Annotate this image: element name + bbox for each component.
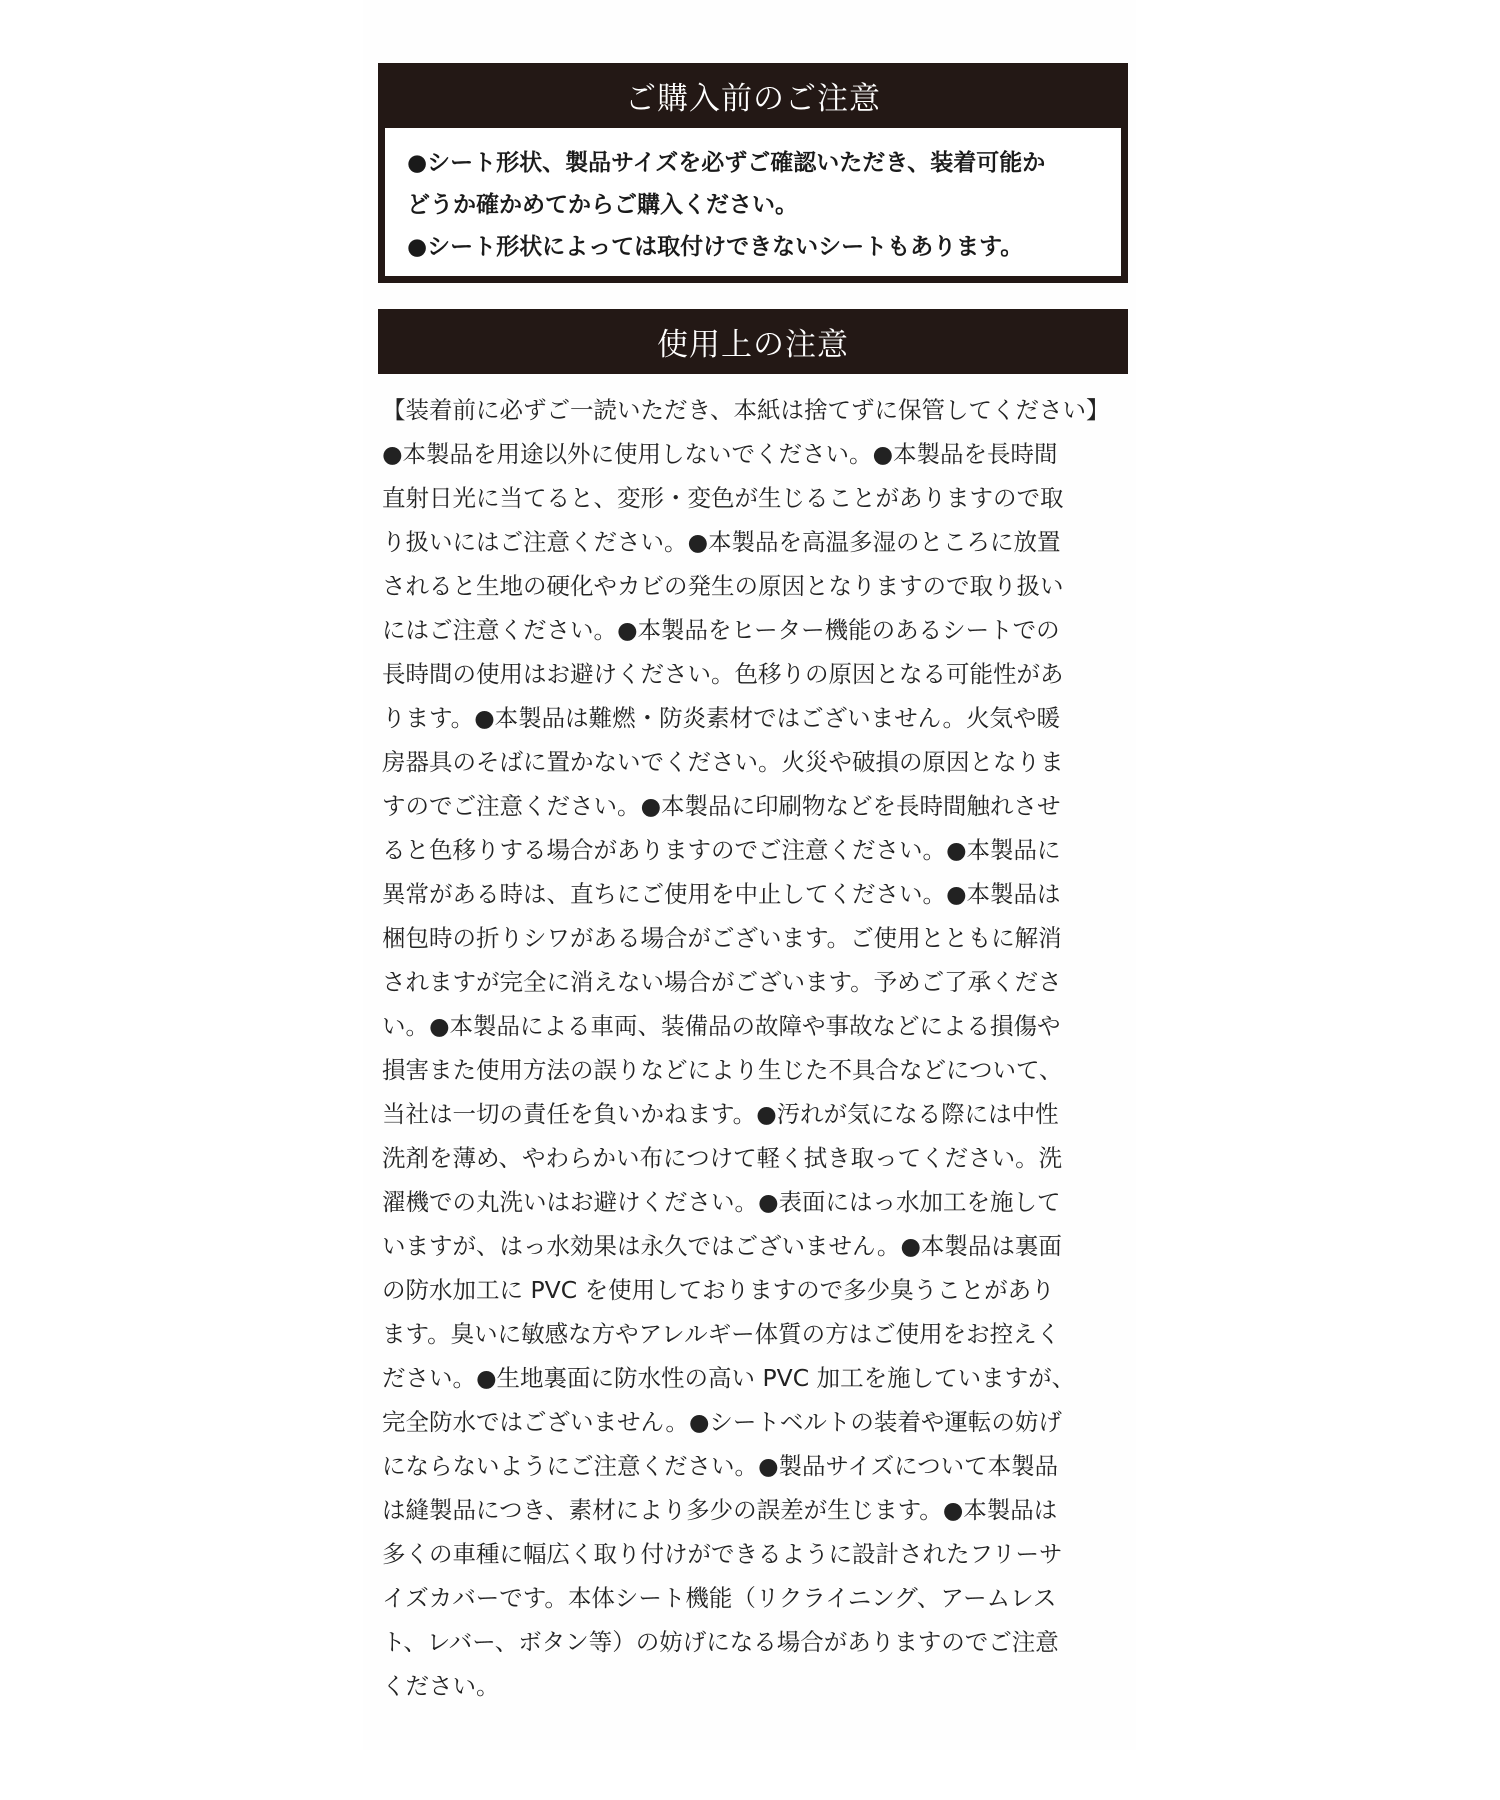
usage-line: 当社は一切の責任を負いかねます。●汚れが気になる際には中性 — [382, 1100, 1059, 1128]
usage-line: すのでご注意ください。●本製品に印刷物などを長時間触れさせ — [382, 792, 1061, 820]
before-purchase-title: ご購入前のご注意 — [378, 63, 1128, 128]
usage-line: い。●本製品による車両、装備品の故障や事故などによる損傷や — [382, 1012, 1061, 1040]
usage-line: ●本製品を用途以外に使用しないでください。●本製品を長時間 — [382, 440, 1058, 468]
usage-line: 異常がある時は、直ちにご使用を中止してください。●本製品は — [382, 880, 1061, 908]
usage-line: いますが、はっ水効果は永久ではございません。●本製品は裏面 — [382, 1232, 1062, 1260]
usage-line: 濯機での丸洗いはお避けください。●表面にはっ水加工を施して — [382, 1188, 1061, 1216]
usage-line: ください。 — [382, 1672, 500, 1700]
usage-line: り扱いにはご注意ください。●本製品を高温多湿のところに放置 — [382, 528, 1061, 556]
usage-line: ます。臭いに敏感な方やアレルギー体質の方はご使用をお控えく — [382, 1320, 1061, 1348]
usage-title: 使用上の注意 — [378, 309, 1128, 374]
usage-line: にはご注意ください。●本製品をヒーター機能のあるシートでの — [382, 616, 1060, 644]
usage-line: 房器具のそばに置かないでください。火災や破損の原因となりま — [382, 748, 1064, 776]
usage-line: ださい。●生地裏面に防水性の高い PVC 加工を施していますが、 — [382, 1364, 1076, 1392]
usage-line: 直射日光に当てると、変形・変色が生じることがありますので取 — [382, 484, 1064, 512]
usage-body — [378, 374, 1128, 1708]
usage-line: 洗剤を薄め、やわらかい布につけて軽く拭き取ってください。洗 — [382, 1144, 1063, 1172]
usage-line: 損害また使用方法の誤りなどにより生じた不具合などについて、 — [382, 1056, 1063, 1084]
before-purchase-notice-box — [378, 128, 1128, 283]
usage-heading: 【装着前に必ずご一読いただき、本紙は捨てずに保管してください】 — [382, 396, 1110, 424]
before-purchase-section — [378, 63, 1128, 283]
usage-line: ります。●本製品は難燃・防炎素材ではございません。火気や暖 — [382, 704, 1061, 732]
usage-line: 長時間の使用はお避けください。色移りの原因となる可能性があ — [382, 660, 1064, 688]
usage-line: 完全防水ではございません。●シートベルトの装着や運転の妨げ — [382, 1408, 1062, 1436]
usage-line: イズカバーです。本体シート機能（リクライニング、アームレス — [382, 1584, 1057, 1612]
notice-line: ●シート形状によっては取付けできないシートもあります。 — [407, 234, 1024, 260]
usage-line: にならないようにご注意ください。●製品サイズについて本製品 — [382, 1452, 1059, 1480]
notice-line: ●シート形状、製品サイズを必ずご確認いただき、装着可能か — [407, 150, 1046, 176]
usage-line: ト、レバー、ボタン等）の妨げになる場合がありますのでご注意 — [382, 1628, 1059, 1656]
notice-line: どうか確かめてからご購入ください。 — [407, 192, 798, 218]
usage-line: 梱包時の折りシワがある場合がございます。ご使用とともに解消 — [382, 924, 1062, 952]
usage-line: の防水加工に PVC を使用しておりますので多少臭うことがあり — [382, 1276, 1055, 1304]
usage-line: 多くの車種に幅広く取り付けができるように設計されたフリーサ — [382, 1540, 1063, 1568]
usage-line: ると色移りする場合がありますのでご注意ください。●本製品に — [382, 836, 1061, 864]
usage-line: されますが完全に消えない場合がございます。予めご了承くださ — [382, 968, 1062, 996]
usage-section — [378, 309, 1128, 1708]
usage-line: は縫製品につき、素材により多少の誤差が生じます。●本製品は — [382, 1496, 1058, 1524]
usage-line: されると生地の硬化やカビの発生の原因となりますので取り扱い — [382, 572, 1064, 600]
